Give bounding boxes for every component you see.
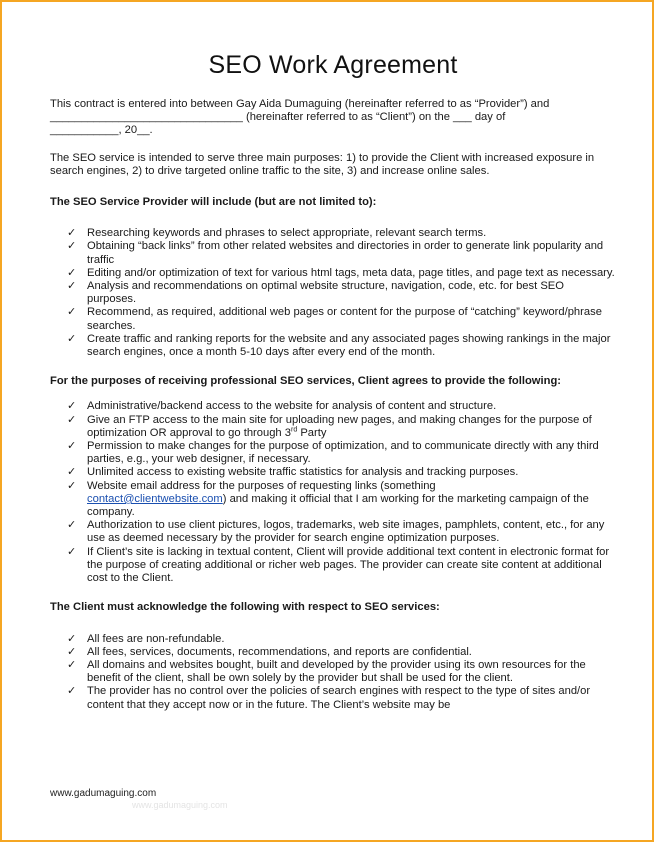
check-icon: ✓: [67, 306, 77, 319]
list-item: ✓ All fees, services, documents, recommendations, and reports are confidential.: [67, 645, 472, 658]
purpose-paragraph: The SEO service is intended to serve three main purposes: 1) to provide the Client with increased exposure in search engines, 2) to drive targeted online traffic to the site, 3) and increase online sales.: [50, 151, 595, 177]
check-icon: ✓: [67, 240, 77, 253]
provider-list: [50, 227, 616, 359]
footer-ghost-url: www.gadumaguing.com: [132, 800, 228, 810]
section-acknowledge-heading: The Client must acknowledge the following with respect to SEO services:: [50, 601, 440, 614]
list-item: ✓ The provider has no control over the policies of search engines with respect to the type of sites and/or content that they accept now or in the future. The Client’s website may be: [67, 685, 591, 711]
list-item: ✓ Recommend, as required, additional web pages or content for the purpose of “catching” keyword/phrase searches.: [67, 306, 602, 332]
section-client-heading: For the purposes of receiving professional SEO services, Client agrees to provide the following:: [50, 375, 562, 388]
intro-paragraph: [50, 98, 616, 138]
check-icon: ✓: [67, 280, 77, 293]
check-icon: ✓: [67, 658, 77, 671]
list-item: ✓ Give an FTP access to the main site for uploading new pages, and making changes for the purpose of optimization OR approval to go through 3rd Party: [67, 413, 592, 439]
check-icon: ✓: [67, 632, 77, 645]
list-item: ✓ Editing and/or optimization of text for various html tags, meta data, page titles, and page text as necessary.: [67, 266, 615, 279]
intro-line-1: This contract is entered into between Gay Aida Dumaguing (hereinafter referred to as “Provider”) and: [50, 98, 550, 110]
check-icon: ✓: [67, 266, 77, 279]
document-body: [50, 46, 616, 728]
contact-email-link[interactable]: contact@clientwebsite.com: [87, 492, 223, 505]
list-item: ✓ If Client’s site is lacking in textual content, Client will provide additional text content in electronic format for the purpose of creating additional or richer web pages. The provider can create site content at additional cost to the Client.: [67, 545, 610, 585]
check-icon: ✓: [67, 413, 77, 426]
check-icon: ✓: [67, 545, 77, 558]
check-icon: ✓: [67, 479, 77, 492]
list-item: ✓ Authorization to use client pictures, logos, trademarks, web site images, pamphlets, content, etc., for any use as deemed necessary by the provider for search engine optimization purposes.: [67, 519, 605, 545]
check-icon: ✓: [67, 466, 77, 479]
check-icon: ✓: [67, 400, 77, 413]
footer-url: www.gadumaguing.com: [50, 788, 157, 799]
check-icon: ✓: [67, 519, 77, 532]
section-provider-heading: The SEO Service Provider will include (but are not limited to):: [50, 196, 377, 209]
check-icon: ✓: [67, 440, 77, 453]
check-icon: ✓: [67, 645, 77, 658]
intro-line-3: ___________, 20__.: [50, 124, 153, 137]
list-item: ✓ Analysis and recommendations on optimal website structure, navigation, code, etc. for best SEO purposes.: [67, 280, 564, 306]
acknowledge-list: [50, 633, 616, 712]
list-item: ✓ Researching keywords and phrases to select appropriate, relevant search terms.: [67, 227, 487, 240]
document-title: SEO Work Agreement: [208, 51, 458, 79]
list-item: ✓ Administrative/backend access to the website for analysis of content and structure.: [67, 400, 497, 413]
intro-line-2: _______________________________ (hereinafter referred to as “Client”) on the ___ day of: [50, 111, 506, 124]
list-item: ✓ All domains and websites bought, built and developed by the provider using its own resources for the benefit of the client, shall be own solely by the provider but shall be used for the client.: [67, 658, 586, 685]
list-item: ✓ Permission to make changes for the purpose of optimization, and to communicate directly with any third parties, e.g., your web designer, if necessary.: [67, 440, 599, 466]
check-icon: ✓: [67, 332, 77, 345]
check-icon: ✓: [67, 227, 77, 240]
list-item: ✓ Create traffic and ranking reports for the website and any associated pages showing rankings in the major search engines, once a month 5-10 days after every end of the month.: [67, 332, 611, 359]
list-item: ✓ Unlimited access to existing website traffic statistics for analysis and tracking purposes.: [67, 466, 519, 479]
list-item: ✓ Website email address for the purposes of requesting links (something contact@clientwebsite.com) and making it official that I am working for the marketing campaign of the company.: [67, 479, 589, 519]
client-provides-list: [50, 400, 616, 585]
list-item: ✓ Obtaining “back links” from other related websites and directories in order to generate link popularity and traffic: [67, 240, 604, 266]
list-item: ✓ All fees are non-refundable.: [67, 632, 225, 645]
check-icon: ✓: [67, 685, 77, 698]
